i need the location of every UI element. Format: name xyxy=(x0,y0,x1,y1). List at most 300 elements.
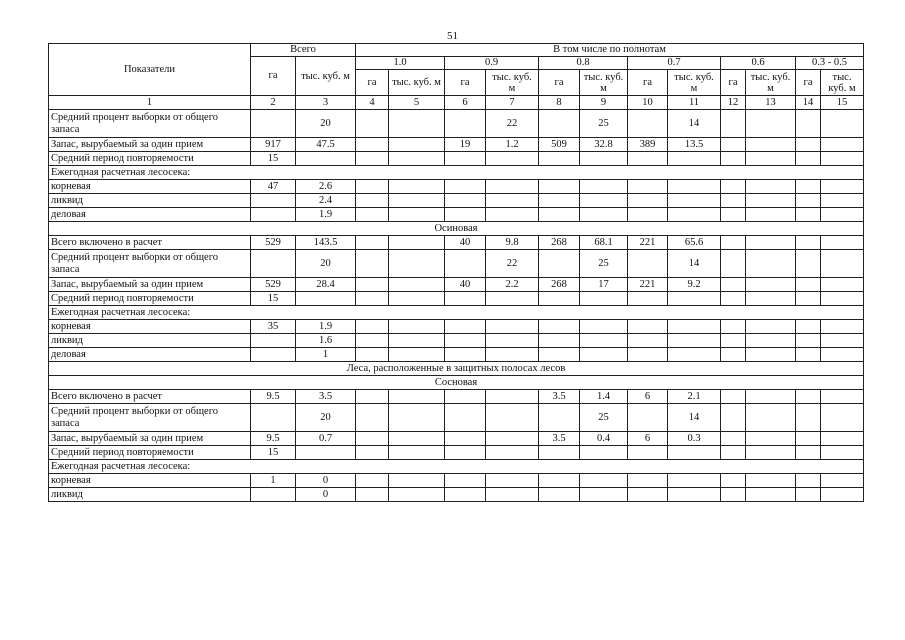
table-cell xyxy=(356,152,389,166)
table-cell: 14 xyxy=(668,110,721,138)
table-cell xyxy=(721,152,746,166)
table-cell: 1.9 xyxy=(296,208,356,222)
row-label: корневая xyxy=(49,320,251,334)
table-cell xyxy=(580,488,628,502)
table-row xyxy=(49,334,864,348)
table-cell xyxy=(389,348,445,362)
table-cell xyxy=(356,474,389,488)
table-cell xyxy=(486,334,539,348)
table-cell xyxy=(821,250,864,278)
table-cell xyxy=(356,348,389,362)
column-number: 15 xyxy=(821,96,864,110)
table-cell xyxy=(721,348,746,362)
column-number: 5 xyxy=(389,96,445,110)
table-cell xyxy=(580,208,628,222)
table-cell: 2.2 xyxy=(486,278,539,292)
table-cell: 40 xyxy=(445,236,486,250)
table-cell: 13.5 xyxy=(668,138,721,152)
table-cell: 20 xyxy=(296,250,356,278)
table-cell xyxy=(796,236,821,250)
row-label: ликвид xyxy=(49,488,251,502)
table-cell xyxy=(580,334,628,348)
table-cell xyxy=(356,110,389,138)
table-cell xyxy=(721,320,746,334)
section-title: Сосновая xyxy=(49,376,864,390)
table-cell xyxy=(539,446,580,460)
table-cell xyxy=(746,390,796,404)
table-cell xyxy=(356,432,389,446)
table-cell xyxy=(796,278,821,292)
table-cell xyxy=(721,208,746,222)
table-cell xyxy=(821,348,864,362)
row-label: ликвид xyxy=(49,334,251,348)
table-cell xyxy=(746,194,796,208)
table-cell: 917 xyxy=(251,138,296,152)
table-cell xyxy=(486,152,539,166)
table-row xyxy=(49,404,864,432)
table-cell xyxy=(251,334,296,348)
table-cell xyxy=(580,474,628,488)
table-cell xyxy=(539,334,580,348)
table-cell xyxy=(668,334,721,348)
table-cell xyxy=(389,180,445,194)
table-cell: 0.4 xyxy=(580,432,628,446)
table-cell xyxy=(539,404,580,432)
table-cell: 3.5 xyxy=(296,390,356,404)
header-m3: тыс. куб. м xyxy=(389,70,445,96)
table-cell xyxy=(539,348,580,362)
table-row xyxy=(49,488,864,502)
table-cell xyxy=(389,334,445,348)
table-cell xyxy=(796,292,821,306)
column-number: 4 xyxy=(356,96,389,110)
row-label: корневая xyxy=(49,474,251,488)
header-m3: тыс. куб. м xyxy=(746,70,796,96)
section-label: Ежегодная расчетная лесосека: xyxy=(49,460,864,474)
header-density: 0.6 xyxy=(721,57,796,70)
header-m3: тыс. куб. м xyxy=(486,70,539,96)
table-cell xyxy=(445,194,486,208)
table-cell xyxy=(796,138,821,152)
row-label: Средний процент выборки от общего запаса xyxy=(49,404,251,432)
table-cell xyxy=(389,194,445,208)
table-cell xyxy=(821,292,864,306)
table-row xyxy=(49,474,864,488)
row-label: деловая xyxy=(49,208,251,222)
table-cell xyxy=(668,474,721,488)
table-cell xyxy=(445,474,486,488)
table-cell xyxy=(746,208,796,222)
table-row xyxy=(49,390,864,404)
table-row xyxy=(49,306,864,320)
table-cell xyxy=(296,446,356,460)
table-cell: 14 xyxy=(668,404,721,432)
table-cell xyxy=(389,474,445,488)
table-cell xyxy=(746,110,796,138)
table-cell xyxy=(721,404,746,432)
table-cell xyxy=(746,320,796,334)
table-cell xyxy=(746,138,796,152)
header-m3: тыс. куб. м xyxy=(580,70,628,96)
table-cell xyxy=(389,292,445,306)
table-cell xyxy=(356,180,389,194)
row-label: деловая xyxy=(49,348,251,362)
table-cell xyxy=(445,250,486,278)
table-cell xyxy=(356,446,389,460)
table-cell xyxy=(628,208,668,222)
table-cell xyxy=(796,474,821,488)
table-cell xyxy=(796,446,821,460)
table-cell xyxy=(668,208,721,222)
table-cell xyxy=(251,404,296,432)
table-cell xyxy=(821,320,864,334)
column-number: 2 xyxy=(251,96,296,110)
column-number: 10 xyxy=(628,96,668,110)
table-cell: 20 xyxy=(296,110,356,138)
table-cell xyxy=(486,446,539,460)
table-cell xyxy=(539,180,580,194)
table-cell xyxy=(539,488,580,502)
table-cell xyxy=(668,194,721,208)
table-cell xyxy=(628,292,668,306)
table-cell xyxy=(389,250,445,278)
section-label: Ежегодная расчетная лесосека: xyxy=(49,166,864,180)
table-cell: 221 xyxy=(628,278,668,292)
table-cell xyxy=(445,208,486,222)
table-cell xyxy=(721,236,746,250)
column-number: 6 xyxy=(445,96,486,110)
table-row xyxy=(49,180,864,194)
table-cell xyxy=(580,348,628,362)
table-cell xyxy=(746,404,796,432)
header-total-ha: га xyxy=(251,57,296,96)
table-cell: 14 xyxy=(668,250,721,278)
header-density: 1.0 xyxy=(356,57,445,70)
row-label: Средний процент выборки от общего запаса xyxy=(49,110,251,138)
table-row xyxy=(49,236,864,250)
table-cell xyxy=(486,320,539,334)
table-cell xyxy=(445,292,486,306)
table-cell xyxy=(628,446,668,460)
table-cell xyxy=(821,138,864,152)
section-title: Осиновая xyxy=(49,222,864,236)
header-indicators: Показатели xyxy=(49,44,251,96)
table-cell xyxy=(721,446,746,460)
table-cell: 9.5 xyxy=(251,390,296,404)
table-cell xyxy=(721,488,746,502)
table-row xyxy=(49,208,864,222)
table-cell: 143.5 xyxy=(296,236,356,250)
row-label: Средний период повторяемости xyxy=(49,292,251,306)
table-cell xyxy=(796,432,821,446)
row-label: корневая xyxy=(49,180,251,194)
section-title: Леса, расположенные в защитных полосах лесов xyxy=(49,362,864,376)
table-cell xyxy=(668,292,721,306)
header-total: Всего xyxy=(251,44,356,57)
table-cell xyxy=(389,110,445,138)
forest-inventory-table xyxy=(48,43,864,502)
table-cell xyxy=(539,292,580,306)
table-cell xyxy=(628,474,668,488)
header-density: 0.3 - 0.5 xyxy=(796,57,864,70)
header-total-m3: тыс. куб. м xyxy=(296,57,356,96)
table-cell xyxy=(445,432,486,446)
table-cell xyxy=(356,236,389,250)
table-cell xyxy=(580,320,628,334)
table-cell xyxy=(486,474,539,488)
header-including: В том числе по полнотам xyxy=(356,44,864,57)
table-cell xyxy=(796,488,821,502)
table-row xyxy=(49,376,864,390)
table-cell: 65.6 xyxy=(668,236,721,250)
table-cell xyxy=(628,488,668,502)
table-cell xyxy=(389,208,445,222)
table-cell xyxy=(721,334,746,348)
table-cell xyxy=(389,278,445,292)
table-cell xyxy=(628,404,668,432)
table-cell xyxy=(746,180,796,194)
table-cell xyxy=(486,180,539,194)
table-cell xyxy=(580,152,628,166)
table-cell xyxy=(356,334,389,348)
table-cell xyxy=(746,152,796,166)
table-cell xyxy=(356,250,389,278)
header-density: 0.9 xyxy=(445,57,539,70)
table-cell xyxy=(628,194,668,208)
table-cell xyxy=(821,432,864,446)
row-label: ликвид xyxy=(49,194,251,208)
table-cell xyxy=(746,278,796,292)
table-cell: 268 xyxy=(539,278,580,292)
table-cell xyxy=(486,390,539,404)
column-number: 3 xyxy=(296,96,356,110)
table-cell xyxy=(821,474,864,488)
header-density: 0.7 xyxy=(628,57,721,70)
table-cell xyxy=(821,110,864,138)
table-cell xyxy=(486,404,539,432)
table-cell: 15 xyxy=(251,446,296,460)
table-cell xyxy=(796,404,821,432)
row-label: Средний период повторяемости xyxy=(49,446,251,460)
table-cell xyxy=(445,404,486,432)
table-cell xyxy=(796,390,821,404)
column-number: 13 xyxy=(746,96,796,110)
table-cell xyxy=(445,348,486,362)
table-cell xyxy=(445,320,486,334)
table-cell xyxy=(539,320,580,334)
table-cell xyxy=(628,348,668,362)
table-cell xyxy=(251,250,296,278)
table-cell xyxy=(251,110,296,138)
table-cell: 529 xyxy=(251,236,296,250)
table-cell xyxy=(821,404,864,432)
table-cell xyxy=(821,278,864,292)
table-cell: 25 xyxy=(580,110,628,138)
table-cell xyxy=(356,404,389,432)
section-label: Ежегодная расчетная лесосека: xyxy=(49,306,864,320)
table-cell: 1.9 xyxy=(296,320,356,334)
table-cell xyxy=(821,446,864,460)
table-cell xyxy=(580,180,628,194)
table-cell xyxy=(721,292,746,306)
table-cell xyxy=(445,390,486,404)
table-cell: 9.2 xyxy=(668,278,721,292)
table-cell xyxy=(628,180,668,194)
table-row xyxy=(49,460,864,474)
table-cell xyxy=(668,180,721,194)
table-cell xyxy=(389,152,445,166)
row-label: Запас, вырубаемый за один прием xyxy=(49,278,251,292)
table-cell xyxy=(389,138,445,152)
table-cell xyxy=(539,194,580,208)
table-cell xyxy=(628,250,668,278)
table-cell xyxy=(668,446,721,460)
table-cell xyxy=(445,334,486,348)
table-cell xyxy=(251,488,296,502)
table-row xyxy=(49,222,864,236)
table-cell: 32.8 xyxy=(580,138,628,152)
row-label: Всего включено в расчет xyxy=(49,236,251,250)
table-cell xyxy=(821,152,864,166)
table-cell: 15 xyxy=(251,152,296,166)
table-row xyxy=(49,152,864,166)
table-cell: 389 xyxy=(628,138,668,152)
table-cell: 47 xyxy=(251,180,296,194)
header-ha: га xyxy=(356,70,389,96)
table-cell: 2.1 xyxy=(668,390,721,404)
column-number: 14 xyxy=(796,96,821,110)
column-number: 7 xyxy=(486,96,539,110)
table-cell xyxy=(486,194,539,208)
header-ha: га xyxy=(445,70,486,96)
table-cell xyxy=(296,152,356,166)
row-label: Средний период повторяемости xyxy=(49,152,251,166)
table-cell xyxy=(821,194,864,208)
table-cell xyxy=(356,488,389,502)
table-cell xyxy=(445,180,486,194)
table-cell xyxy=(668,348,721,362)
table-cell xyxy=(389,446,445,460)
table-row xyxy=(49,362,864,376)
table-cell xyxy=(251,208,296,222)
table-cell: 9.5 xyxy=(251,432,296,446)
table-cell xyxy=(796,208,821,222)
table-cell xyxy=(721,194,746,208)
table-cell xyxy=(821,334,864,348)
table-cell: 0 xyxy=(296,488,356,502)
table-cell xyxy=(628,152,668,166)
table-cell xyxy=(668,152,721,166)
table-cell xyxy=(389,236,445,250)
table-cell: 3.5 xyxy=(539,390,580,404)
table-row xyxy=(49,250,864,278)
table-cell xyxy=(796,180,821,194)
table-cell xyxy=(746,432,796,446)
table-cell xyxy=(580,446,628,460)
table-cell xyxy=(796,110,821,138)
table-cell xyxy=(796,152,821,166)
table-cell: 15 xyxy=(251,292,296,306)
table-cell xyxy=(486,488,539,502)
table-cell xyxy=(356,278,389,292)
table-cell xyxy=(721,180,746,194)
table-cell xyxy=(796,320,821,334)
table-cell xyxy=(356,138,389,152)
table-cell xyxy=(356,194,389,208)
table-cell: 1.6 xyxy=(296,334,356,348)
table-cell xyxy=(628,334,668,348)
table-cell xyxy=(721,474,746,488)
table-cell xyxy=(796,348,821,362)
table-cell: 2.4 xyxy=(296,194,356,208)
column-number: 11 xyxy=(668,96,721,110)
table-cell xyxy=(251,194,296,208)
header-density: 0.8 xyxy=(539,57,628,70)
page-number: 51 xyxy=(447,30,458,42)
table-cell xyxy=(721,278,746,292)
table-cell: 0.3 xyxy=(668,432,721,446)
header-ha: га xyxy=(539,70,580,96)
table-body xyxy=(49,110,864,502)
table-cell: 1.4 xyxy=(580,390,628,404)
table-row xyxy=(49,138,864,152)
table-row xyxy=(49,432,864,446)
table-cell xyxy=(251,348,296,362)
table-cell xyxy=(445,446,486,460)
table-cell xyxy=(356,208,389,222)
table-cell xyxy=(445,488,486,502)
table-cell xyxy=(746,334,796,348)
table-cell xyxy=(445,152,486,166)
table-cell: 25 xyxy=(580,404,628,432)
table-cell xyxy=(486,208,539,222)
table-cell xyxy=(668,320,721,334)
table-cell: 22 xyxy=(486,110,539,138)
table-cell xyxy=(539,208,580,222)
table-cell xyxy=(746,474,796,488)
table-cell: 20 xyxy=(296,404,356,432)
table-cell xyxy=(389,390,445,404)
row-label: Всего включено в расчет xyxy=(49,390,251,404)
table-cell: 68.1 xyxy=(580,236,628,250)
table-cell: 1 xyxy=(296,348,356,362)
column-number-row xyxy=(49,96,864,110)
table-cell xyxy=(445,110,486,138)
table-cell: 28.4 xyxy=(296,278,356,292)
table-cell xyxy=(721,110,746,138)
table-row xyxy=(49,278,864,292)
table-cell: 529 xyxy=(251,278,296,292)
table-cell xyxy=(539,110,580,138)
table-cell xyxy=(796,194,821,208)
table-cell xyxy=(539,474,580,488)
row-label: Средний процент выборки от общего запаса xyxy=(49,250,251,278)
table-cell xyxy=(746,488,796,502)
table-cell xyxy=(721,138,746,152)
table-cell xyxy=(539,152,580,166)
column-number: 8 xyxy=(539,96,580,110)
table-cell xyxy=(721,250,746,278)
table-row xyxy=(49,320,864,334)
table-cell: 17 xyxy=(580,278,628,292)
table-cell xyxy=(389,488,445,502)
table-cell xyxy=(721,390,746,404)
table-cell xyxy=(486,292,539,306)
row-label: Запас, вырубаемый за один прием xyxy=(49,138,251,152)
table-cell: 6 xyxy=(628,390,668,404)
table-cell xyxy=(796,334,821,348)
table-cell: 35 xyxy=(251,320,296,334)
